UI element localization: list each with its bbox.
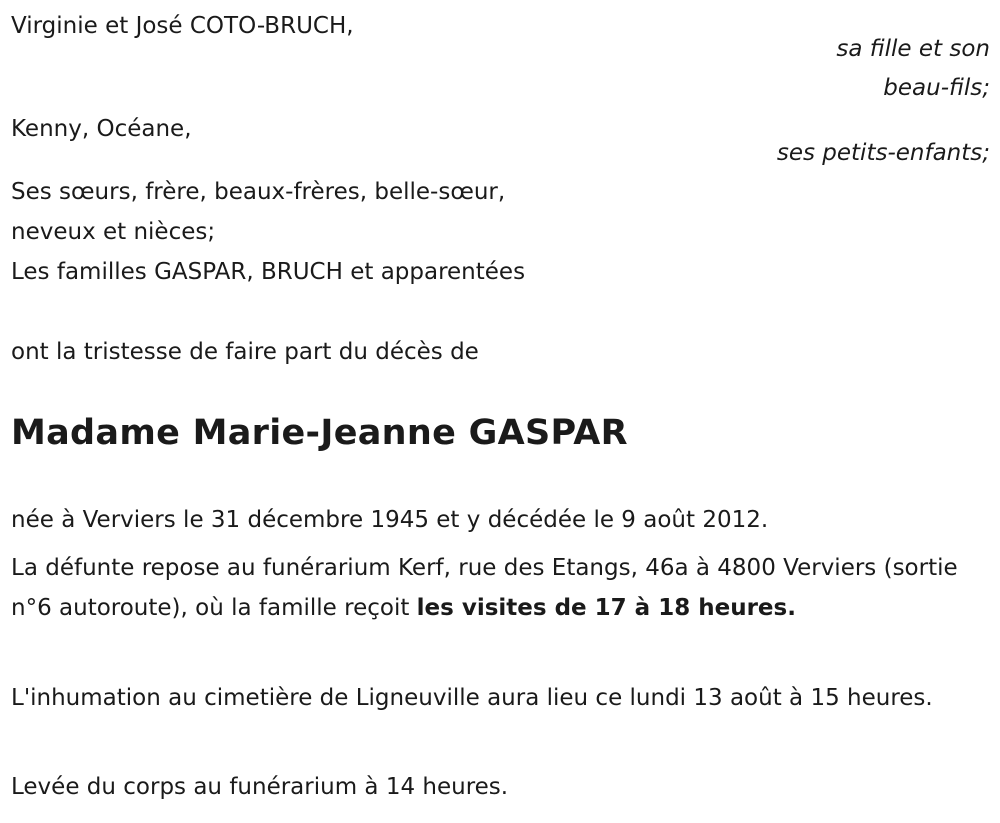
families-line: Les familles GASPAR, BRUCH et apparentées bbox=[11, 259, 526, 285]
daughter-names: Virginie et José COTO-BRUCH, bbox=[11, 13, 354, 39]
removal-text: Levée du corps au funérarium à 14 heures. bbox=[11, 774, 509, 800]
funeral-home-paragraph bbox=[11, 548, 986, 628]
deceased-name: Madame Marie-Jeanne GASPAR bbox=[11, 413, 628, 453]
daughter-relation-line-2: beau-fils; bbox=[883, 75, 990, 101]
visits-hours-text: les visites de 17 à 18 heures. bbox=[416, 595, 796, 621]
daughter-relation-line-1: sa fille et son bbox=[836, 36, 990, 62]
birth-death-text: née à Verviers le 31 décembre 1945 et y décédée le 9 août 2012. bbox=[11, 507, 769, 533]
siblings-line-1: Ses sœurs, frère, beaux-frères, belle-sœur, bbox=[11, 179, 506, 205]
funeral-home-text: La défunte repose au funérarium Kerf, rue des Etangs, 46a à 4800 Verviers (sortie n°6 autoroute), où la famille reçoit bbox=[11, 555, 958, 621]
grandchildren-names: Kenny, Océane, bbox=[11, 116, 192, 142]
announcement-text: ont la tristesse de faire part du décès de bbox=[11, 339, 479, 365]
grandchildren-relation: ses petits-enfants; bbox=[776, 140, 990, 166]
siblings-line-2: neveux et nièces; bbox=[11, 219, 216, 245]
burial-text: L'inhumation au cimetière de Ligneuville aura lieu ce lundi 13 août à 15 heures. bbox=[11, 685, 933, 711]
